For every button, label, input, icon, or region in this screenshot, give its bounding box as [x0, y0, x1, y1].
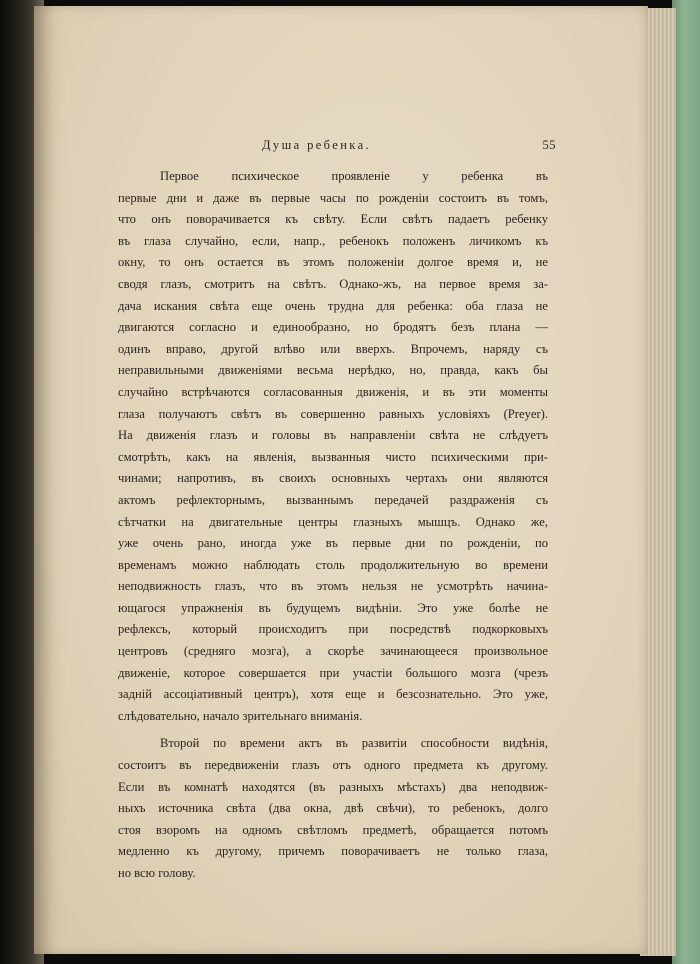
- book-page: [34, 6, 648, 954]
- text-line: сводя глазъ, смотритъ на свѣтъ. Однако-жъ, на первое время за-: [118, 276, 548, 291]
- text-line: глаза получаютъ свѣтъ въ совершенно равныхъ условіяхъ (Preyer).: [118, 406, 548, 421]
- text-line: состоитъ въ передвиженіи глазъ отъ одного предмета къ другому.: [118, 758, 548, 773]
- text-line: движеніе, которое совершается при участіи большого мозга (чрезъ: [118, 665, 548, 680]
- text-line: уже очень рано, иногда уже въ первые дни по рожденіи, по: [118, 536, 548, 551]
- text-line: одинъ вправо, другой влѣво или вверхъ. Впрочемъ, наряду съ: [118, 341, 548, 356]
- text-line: Если въ комнатѣ находятся (въ разныхъ мѣстахъ) два неподвиж-: [118, 779, 548, 794]
- running-header: [134, 138, 556, 158]
- text-line: неправильными движеніями весьма нерѣдко, но, правда, какъ бы: [118, 363, 548, 378]
- text-line: сѣтчатки на двигательные центры глазныхъ мышцъ. Однако же,: [118, 514, 548, 529]
- text-line: На движенія глазъ и головы въ направленіи свѣта не слѣдуетъ: [118, 428, 548, 443]
- text-line: слѣдовательно, начало зрительнаго вниманія.: [118, 708, 363, 723]
- text-line: что онъ поворачивается къ свѣту. Если свѣтъ падаетъ ребенку: [118, 212, 548, 227]
- text-line: ныхъ источника свѣта (два окна, двѣ свѣчи), то ребенокъ, долго: [118, 801, 548, 816]
- text-line: окну, то онъ остается въ этомъ положеніи долгое время и, не: [118, 255, 548, 270]
- text-line: актомъ рефлекторнымъ, вызваннымъ передачей раздраженія съ: [118, 492, 548, 507]
- text-line: но всю голову.: [118, 866, 196, 880]
- running-title: Душа ребенка.: [262, 138, 372, 152]
- paragraph: [118, 166, 548, 727]
- text-line: задній ассоціативный центръ), хотя еще и безсознательно. Это уже,: [118, 687, 548, 702]
- text-line: стоя взоромъ на одномъ свѣтломъ предметѣ, обращается потомъ: [118, 822, 548, 837]
- text-line: смотрѣть, какъ на явленія, вызванныя чисто психическими при-: [118, 449, 548, 464]
- text-line: центровъ (средняго мозга), а скорѣе зачинающееся произвольное: [118, 644, 548, 659]
- green-cover-edge: [672, 0, 700, 964]
- text-line: ющагося упражненія въ будущемъ видѣніи. Это уже болѣе не: [118, 600, 548, 615]
- page-number: 55: [542, 138, 556, 152]
- text-line: временамъ можно наблюдать столь продолжительную во времени: [118, 557, 548, 572]
- text-line: рефлексъ, который происходитъ при посредствѣ подкорковыхъ: [118, 622, 548, 637]
- paragraph: [118, 733, 548, 884]
- text-line: первые дни и даже въ первые часы по рожденіи состоитъ въ томъ,: [118, 190, 548, 205]
- body-text: [118, 166, 548, 891]
- text-line: Первое психическое проявленіе у ребенка въ: [160, 169, 548, 183]
- text-line: медленно къ другому, причемъ поворачиваетъ не только глаза,: [118, 844, 548, 859]
- text-line: неподвижность глазъ, что въ этомъ нельзя не усмотрѣть начина-: [118, 579, 548, 594]
- text-line: случайно встрѣчаются согласованныя движенія, и въ эти моменты: [118, 384, 548, 399]
- text-line: въ глаза случайно, если, напр., ребенокъ положенъ личикомъ къ: [118, 233, 548, 248]
- text-line: Второй по времени актъ въ развитіи способности видѣнія,: [160, 736, 548, 751]
- text-line: двигаются согласно и единообразно, но бродятъ безъ плана —: [118, 320, 548, 335]
- text-line: дача искания свѣта еще очень трудна для ребенка: оба глаза не: [118, 298, 548, 313]
- text-line: чинами; напротивъ, въ своихъ основныхъ чертахъ они являются: [118, 471, 548, 486]
